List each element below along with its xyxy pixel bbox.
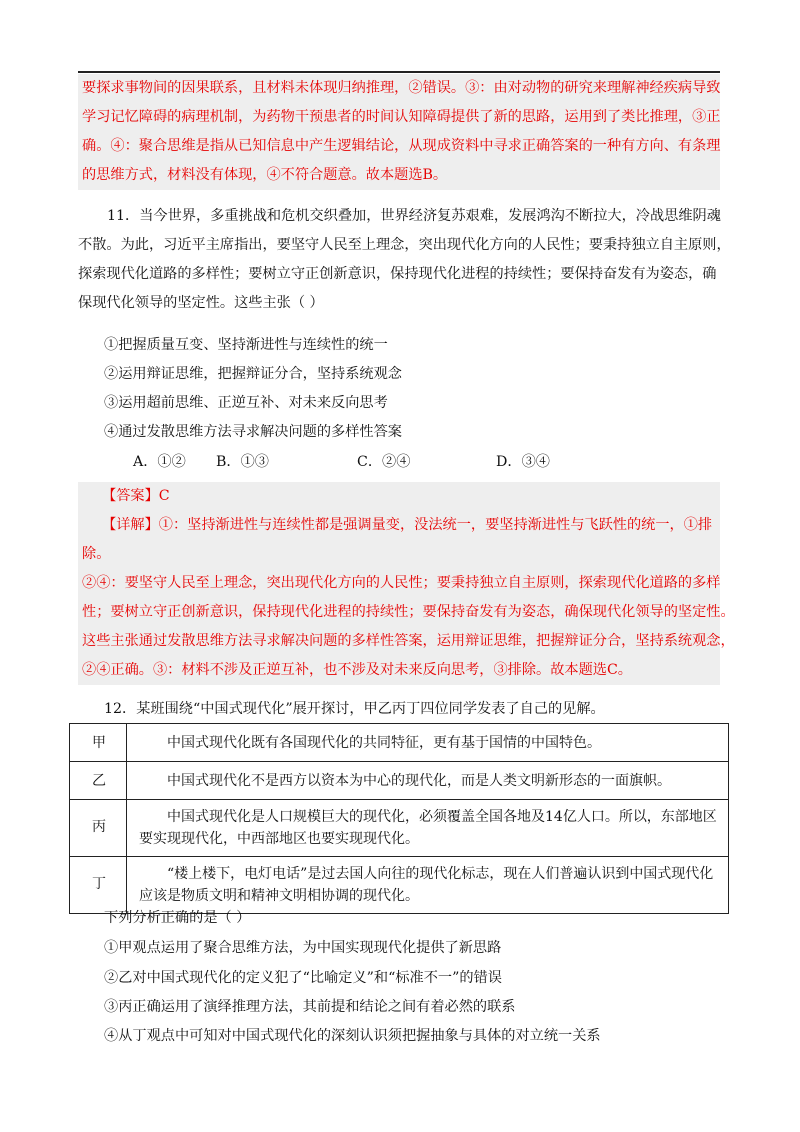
q11-option-4: ④通过发散思维方法寻求解决问题的多样性答案 <box>104 424 402 440</box>
q11-stem-line: 不散。为此，习近平主席指出，要坚守人民至上理念，突出现代化方向的人民性；要秉持独立自主原则， <box>78 237 731 253</box>
row-label: 乙 <box>70 762 127 800</box>
row-text: “楼上楼下，电灯电话”是过去国人向往的现代化标志，现在人们普遍认识到中国式现代化应该是物质文明和精神文明相协调的现代化。 <box>127 857 729 914</box>
q11-explain-line: 除。 <box>82 546 111 562</box>
q11-explain-line: 【详解】①：坚持渐进性与连续性都是强调量变，没法统一，要坚持渐进性与飞跃性的统一，①排 <box>102 517 713 533</box>
q11-choice-a: A．①② <box>133 454 186 470</box>
row-label: 丁 <box>70 857 127 914</box>
q11-explain-line: 这些主张通过发散思维方法寻求解决问题的多样性答案，运用辩证思维，把握辩证分合，坚持系统观念， <box>82 633 735 649</box>
table-row <box>70 724 729 762</box>
top-rule <box>78 71 720 73</box>
table-row <box>70 800 729 857</box>
prev-explanation-box <box>78 74 720 190</box>
row-label: 丙 <box>70 800 127 857</box>
row-text: 中国式现代化既有各国现代化的共同特征，更有基于国情的中国特色。 <box>127 724 729 762</box>
q11-option-1: ①把握质量互变、坚持渐进性与连续性的统一 <box>104 337 388 353</box>
row-text: 中国式现代化不是西方以资本为中心的现代化，而是人类文明新形态的一面旗帜。 <box>127 762 729 800</box>
prev-explanation-line: 要探求事物间的因果联系，且材料未体现归纳推理，②错误。③：由对动物的研究来理解神经疾病导致 <box>82 80 721 96</box>
table-row <box>70 762 729 800</box>
q11-explain-line: ②④：要坚守人民至上理念，突出现代化方向的人民性；要秉持独立自主原则，探索现代化道路的多样 <box>82 575 721 591</box>
row-label: 甲 <box>70 724 127 762</box>
q12-option-4: ④从丁观点中可知对中国式现代化的深刻认识须把握抽象与具体的对立统一关系 <box>104 1028 601 1044</box>
q11-explain-line: 性；要树立守正创新意识，保持现代化进程的持续性；要保持奋发有为姿态，确保现代化领导的坚定性。 <box>82 604 735 620</box>
q11-choice-b: B．①③ <box>216 454 269 470</box>
q11-explain-line: ②④正确。③：材料不涉及正逆互补，也不涉及对未来反向思考，③排除。故本题选C。 <box>82 662 632 678</box>
q12-option-2: ②乙对中国式现代化的定义犯了“比喻定义”和“标准不一”的错误 <box>104 970 502 986</box>
q11-option-2: ②运用辩证思维，把握辩证分合，坚持系统观念 <box>104 366 402 382</box>
q11-stem-line: 11．当今世界，多重挑战和危机交织叠加，世界经济复苏艰难，发展鸿沟不断拉大，冷战思维阴魂 <box>107 208 721 224</box>
q11-answer: 【答案】C <box>102 488 170 504</box>
q12-option-3: ③丙正确运用了演绎推理方法，其前提和结论之间有着必然的联系 <box>104 999 516 1015</box>
prev-explanation-line: 学习记忆障碍的病理机制，为药物干预患者的时间认知障碍提供了新的思路，运用到了类比推理，③正 <box>82 109 721 125</box>
q11-stem-line: 保现代化领导的坚定性。这些主张（ ） <box>78 295 324 311</box>
q11-stem-line: 探索现代化道路的多样性；要树立守正创新意识，保持现代化进程的持续性；要保持奋发有为姿态，确 <box>78 266 717 282</box>
table-row <box>70 857 729 914</box>
viewpoints-table <box>69 723 729 914</box>
q11-choice-c: C．②④ <box>357 454 411 470</box>
prev-explanation-line: 确。④：聚合思维是指从已知信息中产生逻辑结论，从现成资料中寻求正确答案的一种有方向、有条理 <box>82 138 721 154</box>
q12-option-1: ①甲观点运用了聚合思维方法，为中国实现现代化提供了新思路 <box>104 940 502 956</box>
q11-answer-box <box>78 482 735 685</box>
q12-question: 下列分析正确的是（ ） <box>104 910 251 926</box>
q11-choice-d: D．③④ <box>496 454 550 470</box>
prev-explanation-line: 的思维方式，材料没有体现，④不符合题意。故本题选B。 <box>82 167 448 183</box>
q12-stem: 12．某班围绕“中国式现代化”展开探讨，甲乙丙丁四位同学发表了自己的见解。 <box>104 701 605 717</box>
q11-stem <box>78 202 731 318</box>
row-text: 中国式现代化是人口规模巨大的现代化，必须覆盖全国各地及14亿人口。所以，东部地区要实现现代化，中西部地区也要实现现代化。 <box>127 800 729 857</box>
q11-option-3: ③运用超前思维、正逆互补、对未来反向思考 <box>104 395 388 411</box>
